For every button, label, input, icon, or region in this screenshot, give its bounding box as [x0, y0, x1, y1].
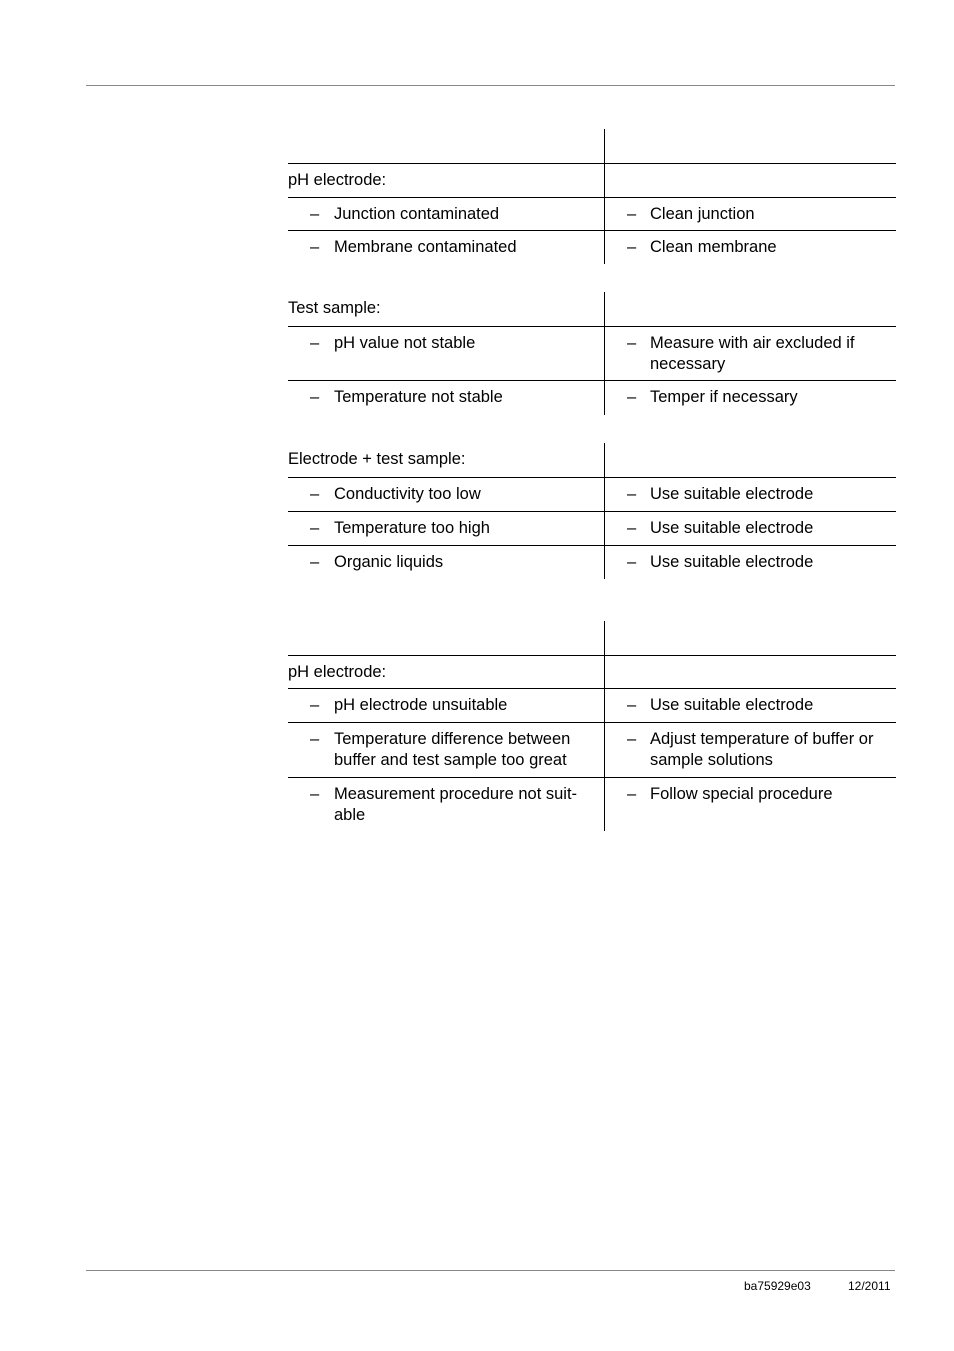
table-row	[288, 778, 896, 831]
table-row	[288, 231, 896, 264]
cause-item: – pH electrode unsuitable	[288, 695, 596, 716]
footer-rule	[86, 1270, 895, 1271]
group-row	[288, 164, 896, 198]
remedy-item: – Follow special procedure	[605, 784, 890, 805]
table-row	[288, 381, 896, 415]
remedy-item: – Use suitable electrode	[605, 484, 890, 505]
remedy-item: – Adjust temperature of buffer or sample solutions	[605, 729, 890, 770]
cause-item: – Temperature too high	[288, 518, 596, 539]
cause-item: – Organic liquids	[288, 552, 596, 573]
cause-item: – pH value not stable	[288, 333, 596, 354]
troubleshooting-table-1	[288, 129, 896, 264]
remedy-item: – Use suitable electrode	[605, 695, 890, 716]
header-remedy-cell	[604, 129, 896, 163]
table-header-row	[288, 621, 896, 656]
cause-item: – Conductivity too low	[288, 484, 596, 505]
electrode-sample-group	[288, 443, 896, 579]
remedy-item: – Clean membrane	[605, 237, 890, 258]
document-date: 12/2011	[848, 1279, 891, 1293]
table-row	[288, 546, 896, 579]
group-label: Electrode + test sample:	[288, 450, 466, 468]
table-row	[288, 198, 896, 231]
cause-item: – Measurement procedure not suit-able	[288, 784, 596, 825]
remedy-item: – Temper if necessary	[605, 387, 890, 408]
table-row	[288, 512, 896, 546]
group-row	[288, 656, 896, 689]
table-row	[288, 689, 896, 723]
remedy-item: – Clean junction	[605, 204, 890, 225]
header-remedy-cell	[604, 621, 896, 655]
remedy-item: – Measure with air excluded if necessary	[605, 333, 890, 374]
remedy-item: – Use suitable electrode	[605, 518, 890, 539]
remedy-item: – Use suitable electrode	[605, 552, 890, 573]
cause-item: – Junction contaminated	[288, 204, 596, 225]
document-code: ba75929e03	[744, 1279, 811, 1293]
header-cause-cell	[288, 129, 604, 163]
header-cause-cell	[288, 621, 604, 655]
table-row	[288, 723, 896, 778]
group-label: pH electrode:	[288, 663, 387, 681]
header-rule	[86, 85, 895, 86]
test-sample-group	[288, 292, 896, 415]
group-label: pH electrode:	[288, 171, 387, 189]
troubleshooting-table-2	[288, 621, 896, 831]
group-row	[288, 292, 896, 327]
table-header-row	[288, 129, 896, 164]
table-row	[288, 478, 896, 512]
cause-item: – Temperature not stable	[288, 387, 596, 408]
group-label: Test sample:	[288, 299, 381, 317]
group-row	[288, 443, 896, 478]
cause-item: – Temperature difference between buffer and test sample too great	[288, 729, 596, 770]
cause-item: – Membrane contaminated	[288, 237, 596, 258]
table-row	[288, 327, 896, 381]
